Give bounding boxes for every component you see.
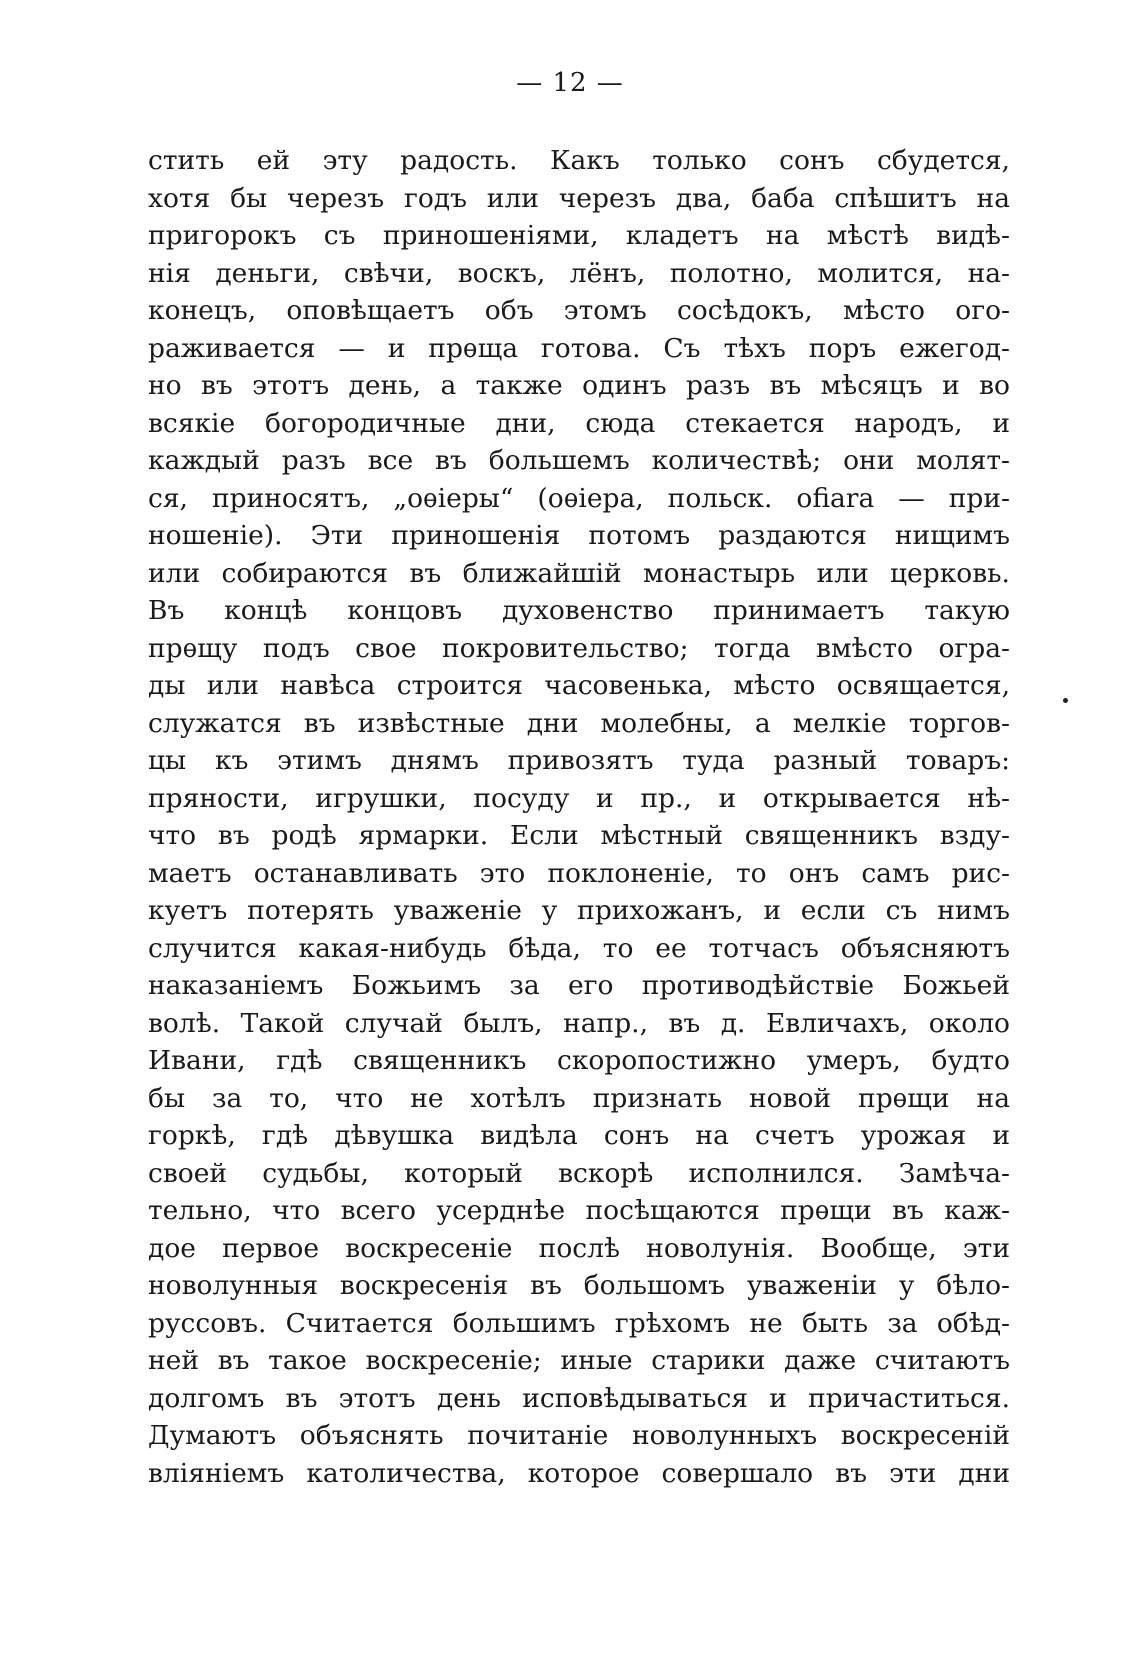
text-line: раживается — и прѳща готова. Съ тѣхъ поръ ежегод- xyxy=(148,332,1010,364)
text-line: цы къ этимъ днямъ привозятъ туда разный товаръ: xyxy=(148,745,1010,776)
text-line: всякіе богородичные дни, сюда стекается народъ, и xyxy=(148,407,1010,439)
text-line: ней въ такое воскресеніе; иные старики даже считаютъ xyxy=(148,1345,1010,1376)
text-line: Думаютъ объяснять почитаніе новолунныхъ воскресеній xyxy=(148,1420,1010,1451)
text-line: горкѣ, гдѣ дѣвушка видѣла сонъ на счетъ урожая и xyxy=(148,1120,1010,1151)
page-number: — 12 — xyxy=(516,68,624,98)
text-line: или собираются въ ближайшій монастырь или церковь. xyxy=(148,557,1010,589)
text-line: каждый разъ все въ большемъ количествѣ; они молят- xyxy=(148,445,1010,476)
text-line: но въ этотъ день, а также одинъ разъ въ мѣсяцъ и во xyxy=(148,370,1010,401)
ink-speck xyxy=(1063,698,1068,703)
text-line: нія деньги, свѣчи, воскъ, лёнъ, полотно, молится, на- xyxy=(148,257,1010,289)
text-line: конецъ, оповѣщаетъ объ этомъ сосѣдокъ, мѣсто ого- xyxy=(148,295,1010,326)
text-line: волѣ. Такой случай былъ, напр., въ д. Евличахъ, около xyxy=(148,1007,1010,1039)
body-text xyxy=(148,142,1010,1492)
text-line: пряности, игрушки, посуду и пр., и открывается нѣ- xyxy=(148,782,1010,814)
text-line: куетъ потерять уваженіе у прихожанъ, и если съ нимъ xyxy=(148,895,1010,926)
text-line: ды или навѣса строится часовенька, мѣсто освящается, xyxy=(148,670,1010,701)
text-line: наказаніемъ Божьимъ за его противодѣйствіе Божьей xyxy=(148,970,1010,1001)
text-line: руссовъ. Считается большимъ грѣхомъ не быть за обѣд- xyxy=(148,1307,1010,1339)
text-line: случится какая-нибудь бѣда, то ее тотчасъ объясняютъ xyxy=(148,932,1010,964)
text-line: ношеніе). Эти приношенія потомъ раздаются нищимъ xyxy=(148,520,1010,551)
text-line: бы за то, что не хотѣлъ признать новой прѳщи на xyxy=(148,1082,1010,1114)
text-line: служатся въ извѣстные дни молебны, а мелкіе торгов- xyxy=(148,707,1010,739)
text-line: долгомъ въ этотъ день исповѣдываться и причаститься. xyxy=(148,1382,1010,1414)
text-line: тельно, что всего усерднѣе посѣщаются прѳщи въ каж- xyxy=(148,1195,1010,1226)
text-line: ся, приносятъ, „оѳіеры“ (оѳіера, польск. ofiara — при- xyxy=(148,482,1010,514)
text-line: новолунныя воскресенія въ большомъ уваженіи у бѣло- xyxy=(148,1270,1010,1301)
text-line: Ивани, гдѣ священникъ скоропостижно умеръ, будто xyxy=(148,1045,1010,1076)
text-line: прѳщу подъ свое покровительство; тогда вмѣсто огра- xyxy=(148,632,1010,664)
text-line: маетъ останавливать это поклоненіе, то онъ самъ рис- xyxy=(148,857,1010,889)
text-line: вліяніемъ католичества, которое совершало въ эти дни xyxy=(148,1457,1010,1489)
text-line: пригорокъ съ приношеніями, кладетъ на мѣстѣ видѣ- xyxy=(148,220,1010,251)
text-line: стить ей эту радость. Какъ только сонъ сбудется, xyxy=(148,145,1010,176)
text-line: дое первое воскресеніе послѣ новолунія. Вообще, эти xyxy=(148,1232,1010,1264)
text-line: что въ родѣ ярмарки. Если мѣстный священникъ взду- xyxy=(148,820,1010,851)
text-line: хотя бы черезъ годъ или черезъ два, баба спѣшитъ на xyxy=(148,182,1010,214)
text-line: своей судьбы, который вскорѣ исполнился. Замѣча- xyxy=(148,1157,1010,1189)
text-line: Въ концѣ концовъ духовенство принимаетъ такую xyxy=(148,595,1010,626)
